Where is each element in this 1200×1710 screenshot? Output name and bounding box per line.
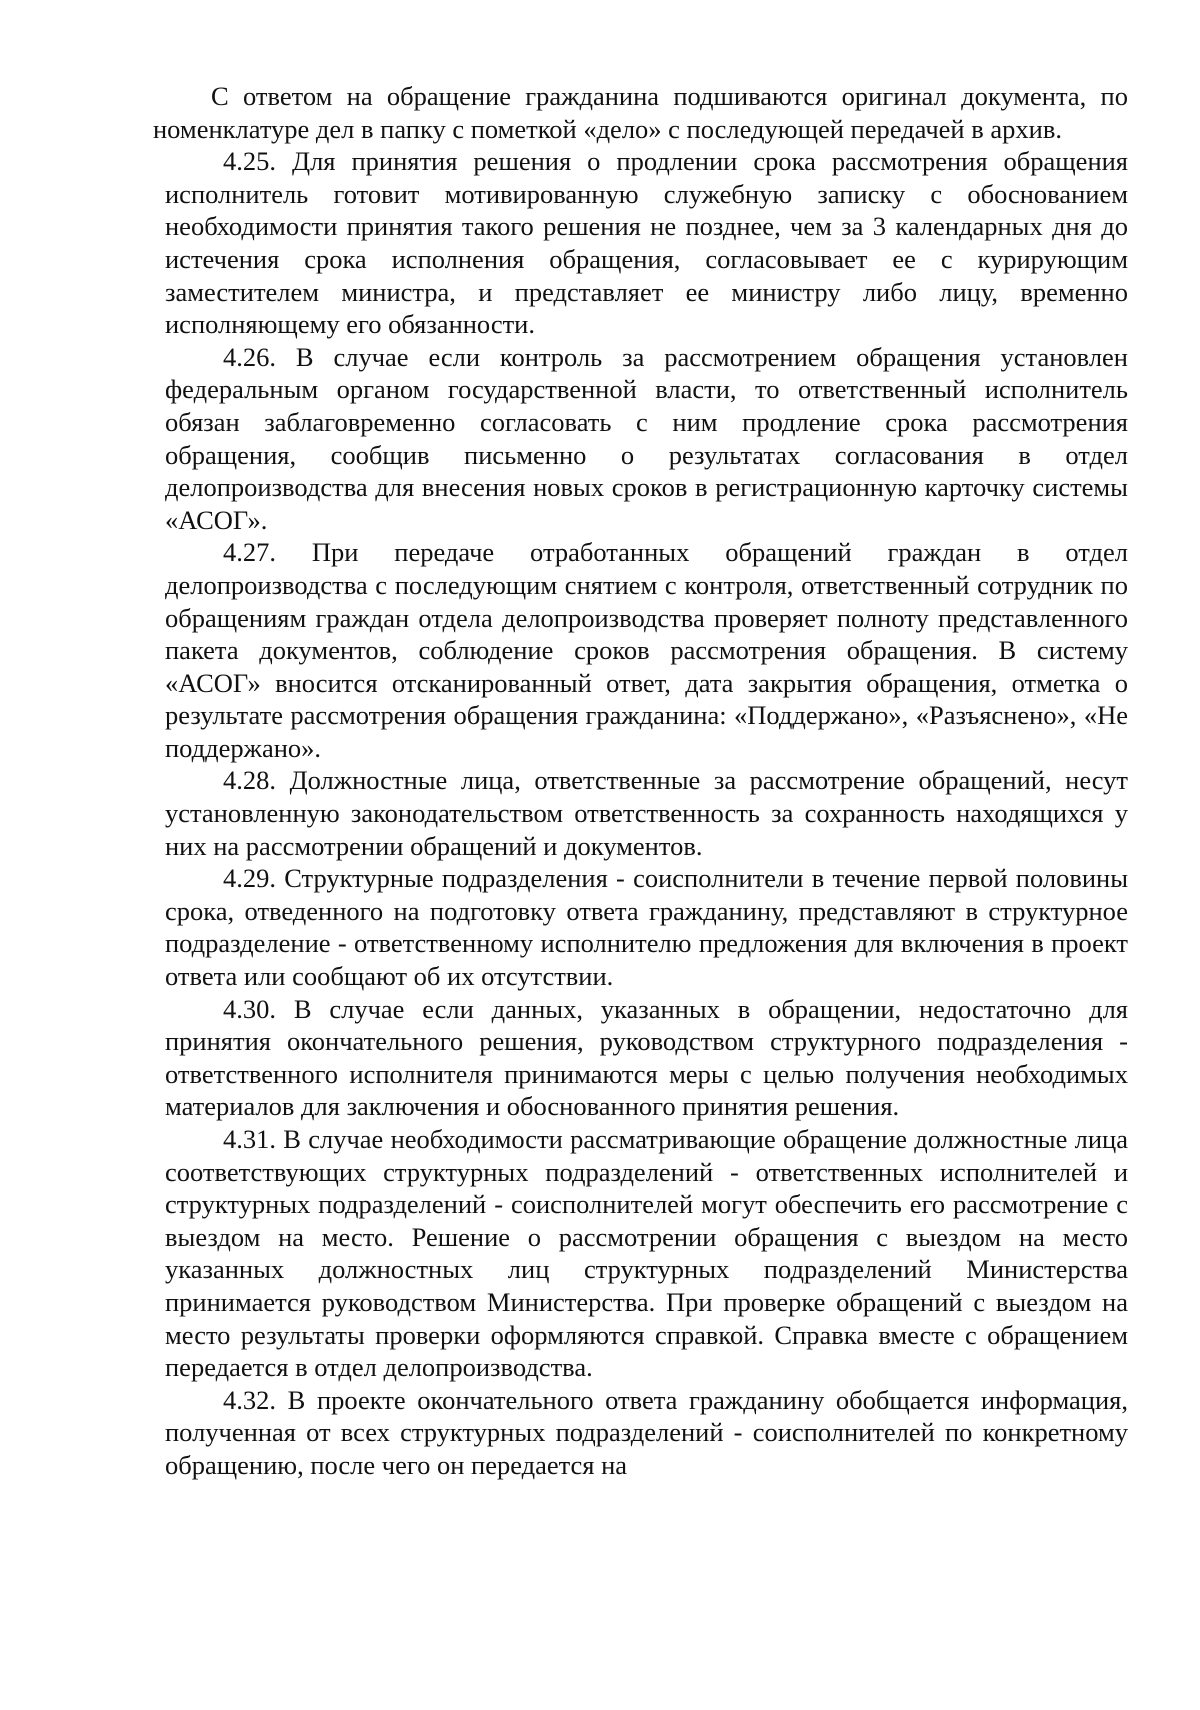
paragraph-4-25: 4.25. Для принятия решения о продлении срока рассмотрения обращения исполнитель готовит мотивированную служебную записку с обоснованием необходимости принятия такого решения не позднее, чем за 3 календарных дня до истечения срока исполнения обращения, согласовывает ее с курирующим заместителем министра, и представляет ее министру либо лицу, временно исполняющему его обязанности.	[165, 146, 1128, 340]
paragraph-4-31: 4.31. В случае необходимости рассматривающие обращение должностные лица соответствующих структурных подразделений - ответственных исполнителей и структурных подразделений - соисполнителей могут обеспечить его рассмотрение с выездом на место. Решение о рассмотрении обращения с выездом на место указанных должностных лиц структурных подразделений Министерства принимается руководством Министерства. При проверке обращений с выездом на место результаты проверки оформляются справкой. Справка вместе с обращением передается в отдел делопроизводства.	[165, 1124, 1128, 1383]
paragraph-4-30: 4.30. В случае если данных, указанных в обращении, недостаточно для принятия окончательного решения, руководством структурного подразделения - ответственного исполнителя принимаются меры с целью получения необходимых материалов для заключения и обоснованного принятия решения.	[165, 993, 1128, 1122]
document-body	[153, 80, 1128, 1482]
paragraph-4-26: 4.26. В случае если контроль за рассмотрением обращения установлен федеральным органом государственной власти, то ответственный исполнитель обязан заблаговременно согласовать с ним продление срока рассмотрения обращения, сообщив письменно о результатах согласования в отдел делопроизводства для внесения новых сроков в регистрационную карточку системы «АСОГ».	[165, 341, 1128, 535]
paragraph-4-29: 4.29. Структурные подразделения - соисполнители в течение первой половины срока, отведенного на подготовку ответа гражданину, представляют в структурное подразделение - ответственному исполнителю предложения для включения в проект ответа или сообщают об их отсутствии.	[165, 863, 1128, 992]
paragraph-4-28: 4.28. Должностные лица, ответственные за рассмотрение обращений, несут установленную законодательством ответственность за сохранность находящихся у них на рассмотрении обращений и документов.	[165, 765, 1128, 861]
paragraph-intro: С ответом на обращение гражданина подшиваются оригинал документа, по номенклатуре дел в папку с пометкой «дело» с последующей передачей в архив.	[153, 81, 1128, 144]
paragraph-4-32: 4.32. В проекте окончательного ответа гражданину обобщается информация, полученная от всех структурных подразделений - соисполнителей по конкретному обращению, после чего он передается на	[165, 1384, 1128, 1480]
paragraph-4-27: 4.27. При передаче отработанных обращений граждан в отдел делопроизводства с последующим снятием с контроля, ответственный сотрудник по обращениям граждан отдела делопроизводства проверяет полноту представленного пакета документов, соблюдение сроков рассмотрения обращения. В систему «АСОГ» вносится отсканированный ответ, дата закрытия обращения, отметка о результате рассмотрения обращения гражданина: «Поддержано», «Разъяснено», «Не поддержано».	[165, 537, 1128, 763]
